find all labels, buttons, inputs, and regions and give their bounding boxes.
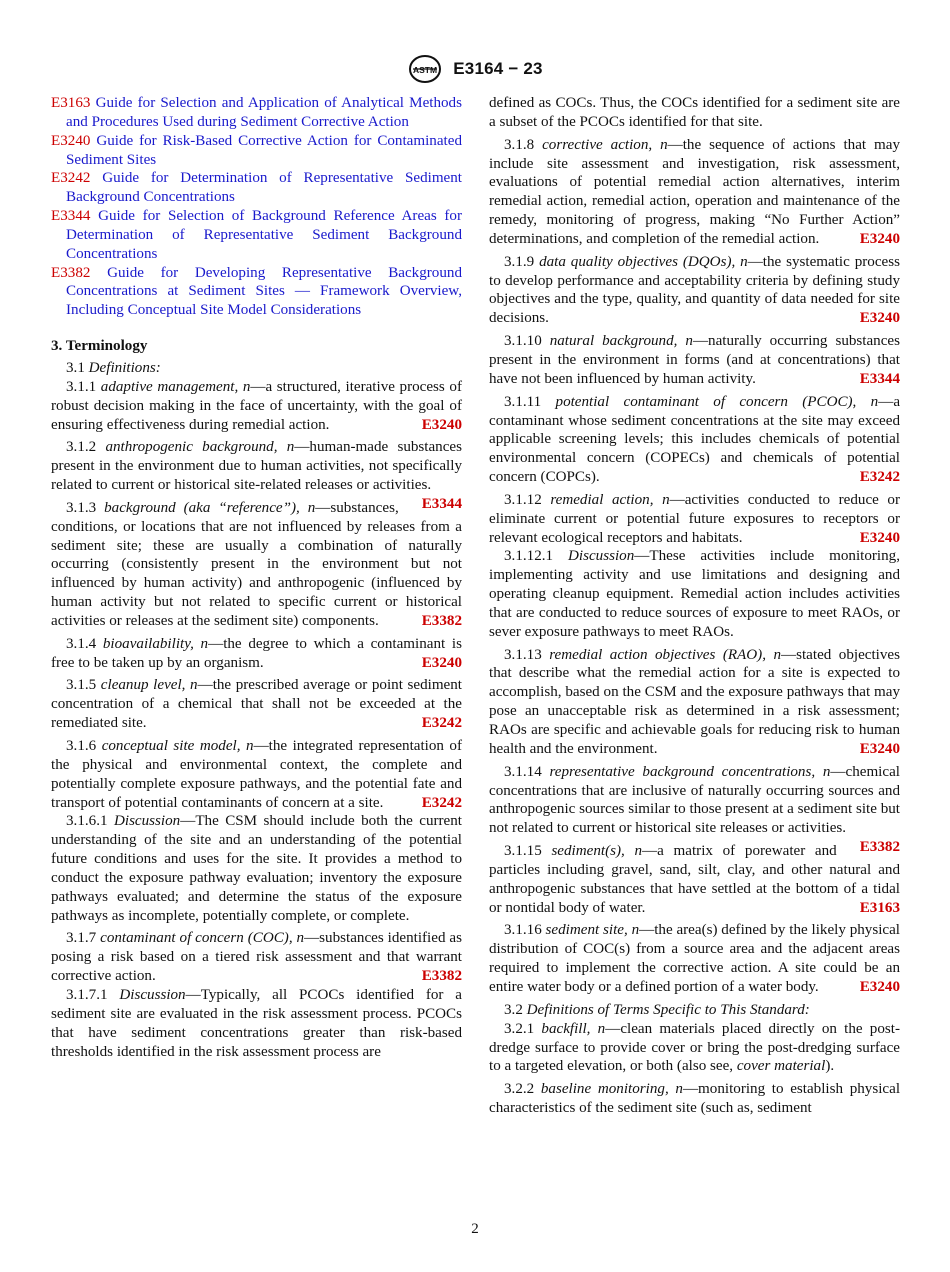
astm-logo-icon — [407, 54, 443, 84]
term-definition: 3.1.2 anthropogenic background, n—human-made substances present in the environment due to human activities, not specifically related to current or historical site-related releases or activities. E3344 — [51, 439, 463, 512]
term-definition: 3.1.15 sediment(s), n—a matrix of porewater and particles including gravel, sand, silt, clay, and other natural and anthropogenic substances that have settled at the bottom of a tidal or nontidal body of water. E3163 — [489, 843, 900, 916]
left-column — [51, 94, 462, 1061]
term-definition: 3.1.13 remedial action objectives (RAO), n—stated objectives that describe what the remedial action for a site is expected to accomplish, based on the CSM and the exposure pathways that may pose an unacceptable risk as determined in a risk assessment; RAOs are specific and achievable goals for reducing risk to human health and the environment. E3240 — [489, 646, 900, 757]
logo-text: ASTM — [413, 65, 438, 75]
term-definition: 3.1.11 potential contaminant of concern (PCOC), n—a contaminant whose sediment concentrations at the site may exceed applicable screening levels; this includes chemicals of potential environmental concern (COPECs) and chemicals of potential concern (COPCs). E3242 — [489, 393, 901, 486]
term-definition: 3.2.2 baseline monitoring, n—monitoring to establish physical characteristics of the sediment site (such as, sediment — [489, 1081, 901, 1117]
source-reference: E3240 — [859, 310, 900, 327]
document-designation: E3164 − 23 — [453, 59, 543, 78]
reference-item[interactable]: E3242 Guide for Determination of Representative Sediment Background Concentrations — [51, 170, 462, 206]
source-reference: E3382 — [421, 612, 462, 629]
source-reference: E3240 — [859, 740, 900, 757]
term-definition: 3.1.1 adaptive management, n—a structured, iterative process of robust decision making in the face of uncertainty, with the goal of ensuring effectiveness during remedial action. E3240 — [51, 378, 462, 433]
reference-item[interactable]: E3344 Guide for Selection of Background Reference Areas for Determination of Representative Sediment Background Concentrations — [51, 208, 462, 262]
source-reference: E3382 — [421, 968, 462, 985]
source-reference: E3240 — [859, 529, 900, 546]
page-header — [0, 54, 950, 84]
subsection-title: 3.1 Definitions: — [66, 359, 161, 376]
source-reference: E3240 — [421, 654, 462, 671]
source-reference: E3242 — [421, 715, 462, 732]
term-definition: 3.1.5 cleanup level, n—the prescribed average or point sediment concentration of a chemical that shall not be exceeded at the remediated site. E3242 — [51, 677, 462, 732]
source-reference: E3240 — [421, 416, 462, 433]
reference-item[interactable]: E3163 Guide for Selection and Application of Analytical Methods and Procedures Used during Sediment Corrective Action — [51, 95, 462, 130]
term-discussion: 3.1.12.1 Discussion—These activities include monitoring, implementing activity and use limitations and designing and operating cleanup equipment. Remedial action includes activities that are conducted to reduce sources of exposure to meet RAOs, or sever exposure pathways to meet RAOs. — [489, 548, 900, 640]
source-reference: E3242 — [421, 794, 462, 811]
source-reference: E3382 — [859, 839, 900, 856]
page-number: 2 — [471, 1221, 479, 1237]
source-reference: E3344 — [859, 370, 900, 387]
term-definition: 3.1.16 sediment site, n—the area(s) defined by the likely physical distribution of COC(s) from a source area and the adjacent areas required to implement the corrective action. A site could be an entire water body or a defined portion of a water body. E3240 — [489, 922, 900, 995]
section-heading: 3. Terminology — [51, 338, 148, 355]
term-discussion-continued: defined as COCs. Thus, the COCs identified for a sediment site are a subset of the PCOCs identified for that site. — [489, 95, 900, 130]
source-reference: E3240 — [859, 978, 900, 995]
term-definition: 3.1.10 natural background, n—naturally occurring substances present in the environment in forms (and at concentrations) that have not been influenced by human activity. E3344 — [489, 333, 900, 387]
term-definition: 3.1.12 remedial action, n—activities conducted to reduce or eliminate current or potential future exposures to receptors or relevant ecological receptors and habitats. E3240 — [489, 491, 901, 546]
term-discussion: 3.1.6.1 Discussion—The CSM should include both the current understanding of the site and an understanding of the potential future conditions and uses for the site. It provides a method to conduct the exposure pathway evaluation; inventory the exposure pathways evaluated; and determine the status of the exposure pathways as incomplete, potentially complete, or complete. — [51, 813, 462, 924]
term-definition: 3.1.3 background (aka “reference”), n—substances, conditions, or locations that are not influenced by releases from a sediment site; these are usually a combination of naturally occurring (consistently present in the environment but not influenced by human activity) and anthropogenic (influenced by human activity but not related to specific current or historical activities or releases at the sediment site) components. E3382 — [51, 499, 462, 629]
source-reference: E3163 — [859, 899, 900, 916]
term-definition: 3.1.8 corrective action, n—the sequence of actions that may include site assessment and investigation, risk assessment, evaluations of potential remedial action alternatives, interim remedial action, remedial action, operation and maintenance of the remedy, monitoring of progress, making “No Further Action” determinations, and completion of the remedial action. E3240 — [489, 136, 900, 247]
term-definition: 3.1.6 conceptual site model, n—the integrated representation of the physical and environmental context, the complete and potentially complete exposure pathways, and the potential fate and transport of potential contaminants of concern at a site. E3242 — [51, 738, 463, 811]
reference-item[interactable]: E3382 Guide for Developing Representative Background Concentrations at Sediment Sites — Framework Overview, Including Conceptual Site Model Considerations — [51, 264, 462, 319]
right-column — [489, 94, 900, 1118]
source-reference: E3344 — [421, 495, 462, 512]
term-discussion: 3.1.7.1 Discussion—Typically, all PCOCs identified for a sediment site are evaluated in the risk assessment process. PCOCs that have sediment concentrations greater than risk-based thresholds identified in the risk assessment process are — [51, 986, 462, 1060]
term-definition: 3.2.1 backfill, n—clean materials placed directly on the post-dredge surface to provide cover or bring the post-dredging surface to a targeted elevation, or both (also see, cover material). — [489, 1020, 900, 1075]
reference-item[interactable]: E3240 Guide for Risk-Based Corrective Action for Contaminated Sediment Sites — [51, 132, 462, 168]
term-definition: 3.1.4 bioavailability, n—the degree to which a contaminant is free to be taken up by an organism. E3240 — [51, 635, 462, 671]
subsection-title: 3.2 Definitions of Terms Specific to This Standard: — [504, 1001, 810, 1018]
source-reference: E3240 — [859, 230, 900, 247]
term-definition: 3.1.14 representative background concentrations, n—chemical concentrations that are inclusive of naturally occurring sources and anthropogenic sources similar to those present at a sediment site but not related to current or historical site releases or activities. E3382 — [489, 763, 900, 856]
term-definition: 3.1.7 contaminant of concern (COC), n—substances identified as posing a risk based on a tiered risk assessment and that warrant corrective action. E3382 — [51, 930, 462, 985]
source-reference: E3242 — [859, 469, 900, 486]
term-definition: 3.1.9 data quality objectives (DQOs), n—the systematic process to develop performance and acceptability criteria by defining study objectives and the type, quality, and quantity of data needed for site decisions. E3240 — [489, 253, 900, 327]
